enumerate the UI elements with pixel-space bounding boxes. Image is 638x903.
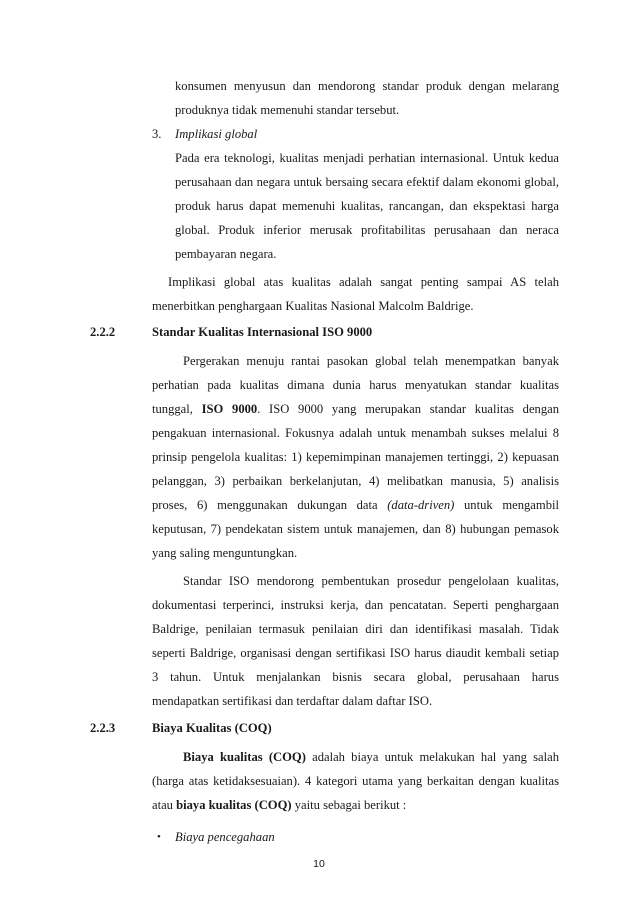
text-line: menerbitkan penghargaan Kualitas Nasional Malcolm Baldrige. (152, 299, 474, 313)
text-line: produknya tidak memenuhi standar tersebut. (175, 103, 400, 117)
iso-9000-bold: ISO 9000 (201, 402, 258, 416)
section-number: 2.2.2 (90, 325, 116, 339)
section-title: Standar Kualitas Internasional ISO 9000 (152, 325, 373, 339)
section-title: Biaya Kualitas (COQ) (152, 721, 272, 735)
page-number: 10 (313, 858, 325, 870)
text-run: yaitu sebagai berikut : (291, 798, 407, 812)
text-line: (harga atas ketidaksesuaian). 4 kategori utama yang berkaitan dengan kualitas (152, 774, 559, 788)
text-line: 3 tahun. Untuk menjalankan bisnis secara global, perusahaan harus (152, 670, 559, 684)
text-line: pembayaran negara. (175, 247, 277, 261)
text-line: keputusan, 7) pendekatan sistem untuk manajemen, dan 8) hubungan pemasok (152, 522, 559, 536)
text-run: proses, 6) menggunakan dukungan data (152, 498, 388, 512)
coq-bold: biaya kualitas (COQ) (176, 798, 292, 812)
bullet-dot: • (157, 831, 161, 843)
text-line: mendapatkan sertifikasi dan terdaftar dalam daftar ISO. (152, 694, 433, 708)
text-line: konsumen menyusun dan mendorong standar produk dengan melarang (175, 79, 559, 93)
text-run: adalah biaya untuk melakukan hal yang salah (305, 750, 559, 764)
text-line: dokumentasi terperinci, instruksi kerja, dan pencatatan. Seperti penghargaan (152, 598, 559, 612)
text-line: global. Produk inferior merusak profitabilitas perusahaan dan neraca (175, 223, 559, 237)
coq-bold: Biaya kualitas (COQ) (183, 750, 306, 764)
text-run: atau (152, 798, 177, 812)
text-line: prinsip pengelola kualitas: 1) kepemimpinan manajemen tertinggi, 2) kepuasan (152, 450, 559, 464)
bullet-item: Biaya pencegahaan (175, 830, 275, 844)
list-item-title: Implikasi global (175, 127, 258, 141)
text-line: Pada era teknologi, kualitas menjadi perhatian internasional. Untuk kedua (175, 151, 559, 165)
text-line: pengakuan internasional. Fokusnya adalah untuk menambah sukses melalui 8 (152, 426, 559, 440)
text-line: Implikasi global atas kualitas adalah sangat penting sampai AS telah (168, 275, 559, 289)
list-number: 3. (152, 127, 162, 141)
data-driven-italic: (data-driven) (387, 498, 455, 512)
text-line: Pergerakan menuju rantai pasokan global telah menempatkan banyak (183, 354, 559, 368)
text-run: untuk mengambil (454, 498, 559, 512)
text-run: tunggal, (152, 402, 202, 416)
text-line-mixed (152, 797, 406, 813)
text-line: seperti Baldrige, organisasi dengan sertifikasi ISO harus diaudit kembali setiap (152, 646, 559, 660)
text-line: produk harus dapat memenuhi kualitas, rancangan, dan ekspektasi harga (175, 199, 559, 213)
text-run: . ISO 9000 yang merupakan standar kualitas dengan (257, 402, 560, 416)
section-number: 2.2.3 (90, 721, 116, 735)
text-line: perusahaan dan negara untuk bersaing secara efektif dalam ekonomi global, (175, 175, 559, 189)
text-line-mixed (183, 749, 559, 765)
text-line: yang saling menguntungkan. (152, 546, 298, 560)
text-line: Standar ISO mendorong pembentukan prosedur pengelolaan kualitas, (183, 574, 559, 588)
text-line: Baldrige, penilaian termasuk penilaian diri dan identifikasi masalah. Tidak (152, 622, 559, 636)
text-line: perhatian pada kualitas dimana dunia harus menyatukan standar kualitas (152, 378, 559, 392)
text-line-mixed (152, 497, 559, 513)
text-line-mixed (152, 401, 559, 417)
text-line: pelanggan, 3) perbaikan berkelanjutan, 4) melibatkan manusia, 5) analisis (152, 474, 559, 488)
